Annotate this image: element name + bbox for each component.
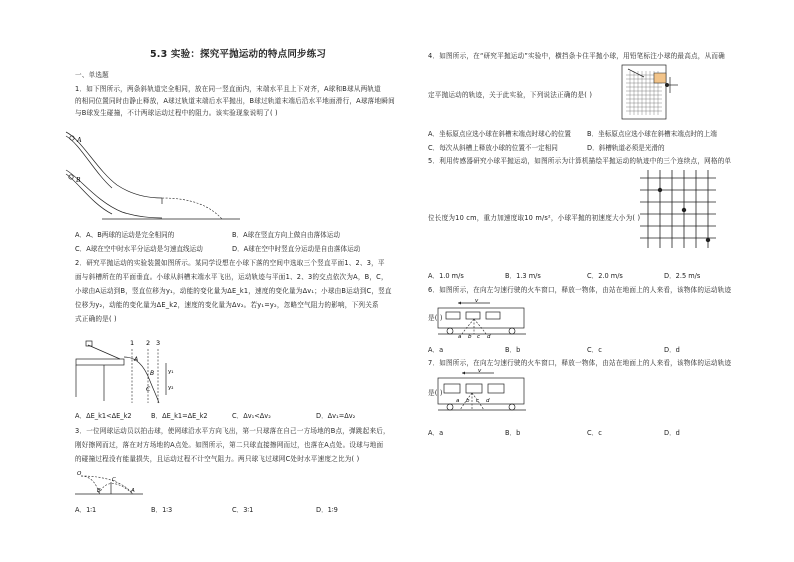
q6-option-d[interactable]: D．d <box>664 346 680 354</box>
q7-fig-v: v <box>478 368 482 374</box>
q6-option-b[interactable]: B．b <box>505 346 521 354</box>
q2-option-d[interactable]: D．Δv₁=Δv₂ <box>316 412 356 420</box>
ball-a <box>70 136 74 140</box>
q6-line-2: 是( ) <box>428 314 443 322</box>
q4-option-c[interactable]: C．每次从斜槽上释放小球的位置不一定相同 <box>428 144 558 152</box>
q1-line-1: 1．如下图所示，两条斜轨道完全相同，放在同一竖直面内，末端水平且上下对齐，A球和B球从两轨道 <box>75 85 381 93</box>
q7-fig-b: b <box>466 398 470 404</box>
q2-option-b[interactable]: B．ΔE_k1=ΔE_k2 <box>151 412 208 420</box>
q2-option-a[interactable]: A．ΔE_k1<ΔE_k2 <box>75 412 132 420</box>
q1-figure <box>62 130 242 225</box>
q6-train-figure <box>438 300 528 340</box>
q3-fig-c: C <box>112 477 116 483</box>
q5-grid-figure <box>640 170 718 250</box>
q5-option-b[interactable]: B．1.3 m/s <box>505 272 541 280</box>
q2-option-c[interactable]: C．Δv₁<Δv₂ <box>232 412 271 420</box>
q5-line-2: 位长度为10 cm，重力加速度取10 m/s²，小球平抛的初速度大小为( ) <box>428 214 641 222</box>
q7-train-figure <box>438 370 528 420</box>
section-heading: 一、单选题 <box>75 71 109 79</box>
q3-fig-b: B <box>97 488 101 494</box>
q2-line-3: 小球由A运动到B，竖直位移为y₁，动能的变化量为ΔE_k1，速度的变化量为Δv₁；小球由B运动到C，竖直 <box>75 287 392 295</box>
q2-line-2: 面与斜槽所在的平面垂直。小球从斜槽末端水平飞出，运动轨迹与平面1、2、3的交点依次为A，B，C， <box>75 273 388 281</box>
q2-fig-plane-3: 3 <box>156 339 161 347</box>
q3-figure <box>75 470 145 498</box>
q7-option-c[interactable]: C．c <box>587 429 602 437</box>
q2-fig-point-a: A <box>134 356 139 363</box>
q6-fig-v: v <box>475 298 479 304</box>
q6-fig-c: c <box>477 334 481 340</box>
q6-fig-b: b <box>468 334 472 340</box>
q6-option-c[interactable]: C．c <box>587 346 602 354</box>
q3-option-b[interactable]: B．1∶3 <box>151 506 173 514</box>
q4-option-b[interactable]: B．坐标原点应选小球在斜槽末端点时的上端 <box>587 130 717 138</box>
q1-fig-label-b: B <box>76 176 81 184</box>
q5-point-2 <box>682 208 686 212</box>
q3-line-3: 的碰撞过程没有能量损失，且运动过程不计空气阻力。两只球飞过球网C处时水平速度之比为( ) <box>75 455 360 463</box>
q3-option-a[interactable]: A．1∶1 <box>75 506 97 514</box>
q5-option-c[interactable]: C．2.0 m/s <box>587 272 623 280</box>
q3-fig-a: A <box>131 488 135 494</box>
q4-line-1: 4．如图所示，在“研究平抛运动”实验中，横挡条卡住平抛小球，用铅笔标注小球的最高点，从而确 <box>428 52 725 60</box>
q5-option-d[interactable]: D．2.5 m/s <box>664 272 701 280</box>
q7-option-b[interactable]: B．b <box>505 429 521 437</box>
q3-fig-o: O <box>77 471 82 477</box>
q3-option-c[interactable]: C．3∶1 <box>232 506 254 514</box>
q2-fig-plane-1: 1 <box>130 339 135 347</box>
q7-fig-a: a <box>456 398 460 404</box>
q7-line-2: 是( ) <box>428 389 443 397</box>
q7-option-a[interactable]: A．a <box>428 429 444 437</box>
q7-option-d[interactable]: D．d <box>664 429 680 437</box>
q2-fig-plane-2: 2 <box>146 339 151 347</box>
q6-option-a[interactable]: A．a <box>428 346 444 354</box>
q3-option-d[interactable]: D．1∶9 <box>316 506 338 514</box>
q2-fig-y1: y₁ <box>168 369 174 375</box>
q5-point-1 <box>658 188 662 192</box>
q5-line-1: 5．利用传感器研究小球平抛运动，如图所示为计算机描绘平抛运动的轨迹中的三个连续点，网格的单 <box>428 157 732 165</box>
q2-fig-y2: y₂ <box>168 385 174 391</box>
q6-fig-d: d <box>487 334 491 340</box>
q6-line-1: 6．如图所示，在向左匀速行驶的火车窗口，释放一物体，由站在地面上的人来看，该物体的运动轨迹 <box>428 286 732 294</box>
q4-figure <box>620 63 682 121</box>
q1-line-2: 的相同位置同时由静止释放，A球过轨道末端后水平抛出，B球过轨道末端后沿水平地面滑行，A球落地瞬间 <box>75 97 395 105</box>
q4-line-2: 定平抛运动的轨迹，关于此实验，下列说法正确的是( ) <box>428 91 593 99</box>
q4-option-a[interactable]: A．坐标原点应选小球在斜槽末端点时球心的位置 <box>428 130 571 138</box>
q1-option-d[interactable]: D．A球在空中时竖直分运动是自由落体运动 <box>232 245 361 253</box>
q1-option-a[interactable]: A．A、B两球的运动是完全相同的 <box>75 231 175 239</box>
q6-fig-a: a <box>458 334 462 340</box>
q3-line-2: 刚好擦网而过，落在对方场地的A点处。如图所示，第二只球直接擦网而过，也落在A点处。设球与地面 <box>75 441 384 449</box>
q2-fig-point-c: C <box>146 386 151 393</box>
q2-line-4: 位移为y₂，动能的变化量为ΔE_k2，速度的变化量为Δv₂。若y₁=y₂，忽略空气阻力的影响，下列关系 <box>75 301 379 309</box>
q7-fig-c: c <box>476 398 480 404</box>
q1-option-b[interactable]: B．A球在竖直方向上做自由落体运动 <box>232 231 340 239</box>
q1-fig-label-a: A <box>77 136 82 144</box>
q2-fig-point-b: B <box>150 370 155 377</box>
page-title: 5.3 实验：探究平抛运动的特点同步练习 <box>150 49 327 60</box>
q2-figure <box>74 335 194 405</box>
q7-line-1: 7．如图所示，在向左匀速行驶的火车窗口，释放一物体，由站在地面上的人来看，该物体的运动轨迹 <box>428 359 732 367</box>
q2-line-5: 式正确的是( ) <box>75 315 117 323</box>
q2-line-1: 2．研究平抛运动的实验装置如图所示。某同学设想在小球下落的空间中选取三个竖直平面1、2、3，平 <box>75 259 385 267</box>
q1-line-3: 与B球发生碰撞，不计两球运动过程中的阻力。该实验现象说明了( ) <box>75 109 278 117</box>
q4-option-d[interactable]: D．斜槽轨道必须是光滑的 <box>587 144 665 152</box>
q1-option-c[interactable]: C．A球在空中时水平分运动是匀速直线运动 <box>75 245 203 253</box>
q7-fig-d: d <box>486 398 490 404</box>
q3-line-1: 3．一位网球运动员以拍击球，使网球沿水平方向飞出，第一只球落在自己一方场地的B点，弹跳起来后， <box>75 427 390 435</box>
q5-option-a[interactable]: A．1.0 m/s <box>428 272 464 280</box>
q5-point-3 <box>706 238 710 242</box>
